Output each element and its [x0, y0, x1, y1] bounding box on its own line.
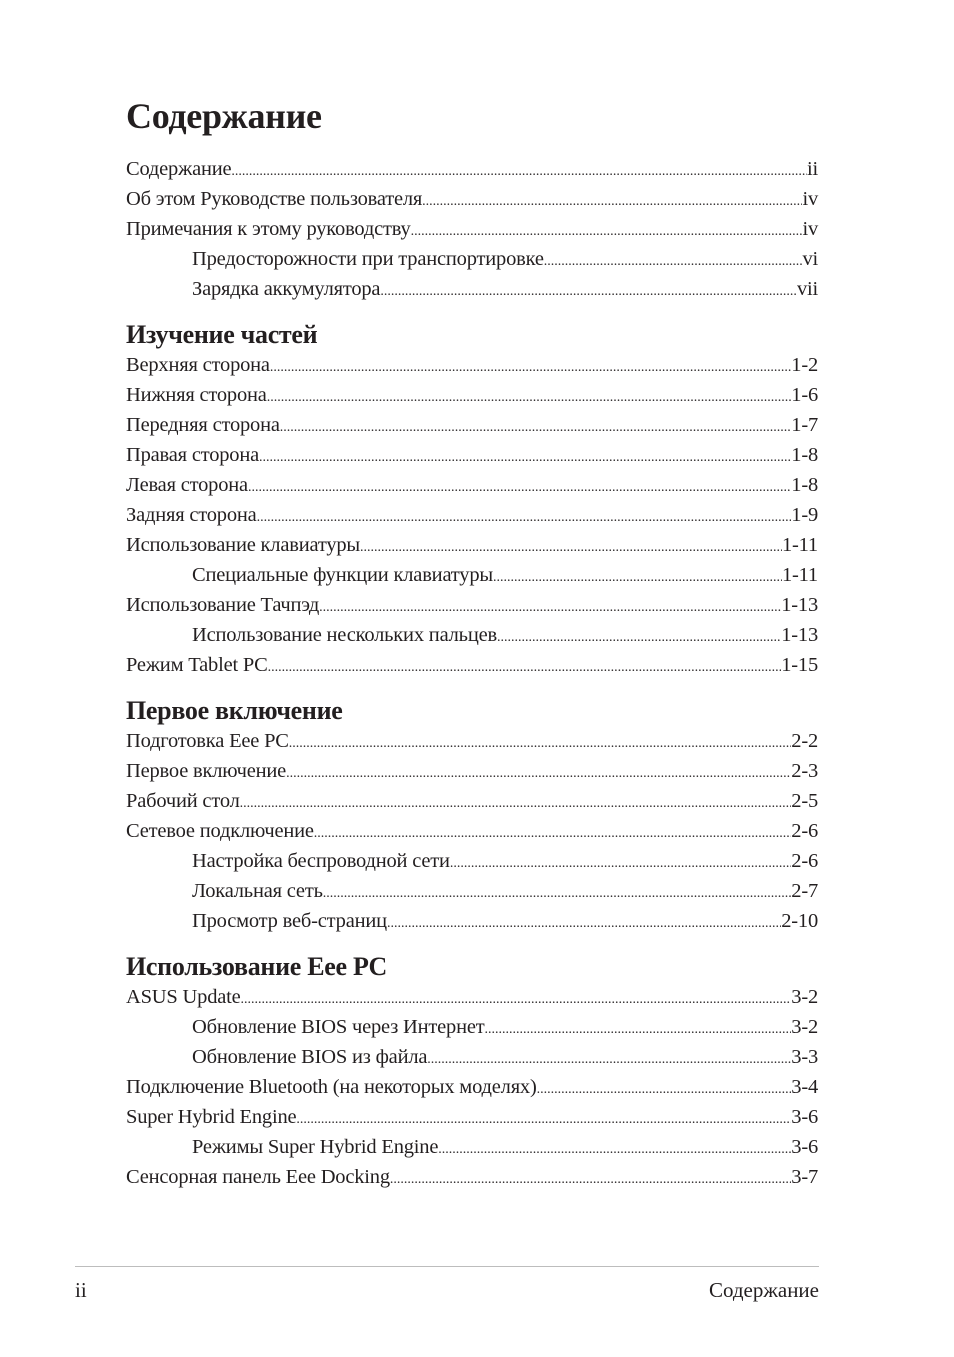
toc-entry[interactable]: [126, 1132, 818, 1162]
toc-entry-page: 1-11: [781, 564, 818, 586]
toc-entry-label: Настройка беспроводной сети: [192, 850, 450, 872]
toc-entry-page: 3-6: [791, 1136, 818, 1158]
section-heading: Первое включение: [126, 696, 343, 725]
toc-entry-label: Специальные функции клавиатуры: [192, 564, 493, 586]
toc-entry[interactable]: [126, 1072, 818, 1102]
toc-entry-label: Просмотр веб-страниц: [192, 910, 387, 932]
toc-entry[interactable]: [126, 726, 818, 756]
dot-leader: [422, 187, 802, 217]
toc-entry-label: Задняя сторона: [126, 504, 257, 526]
toc-entry-page: 3-7: [791, 1166, 818, 1188]
toc-entry-page: 1-8: [791, 444, 818, 466]
toc-entry-page: 3-3: [791, 1046, 818, 1068]
toc-entry-page: 3-4: [791, 1076, 818, 1098]
toc-entry[interactable]: [126, 1012, 818, 1042]
toc-entry[interactable]: [126, 786, 818, 816]
toc-entry[interactable]: [126, 184, 818, 214]
dot-leader: [380, 277, 797, 307]
toc-entry[interactable]: [126, 756, 818, 786]
toc-entry-page: iv: [802, 218, 818, 240]
section-heading: Использование Eee PC: [126, 952, 388, 981]
toc-entry-page: 1-11: [781, 534, 818, 556]
toc-entry[interactable]: [126, 244, 818, 274]
toc-entry-page: 1-9: [791, 504, 818, 526]
toc-entry-label: Локальная сеть: [192, 880, 323, 902]
toc-entry-label: Первое включение: [126, 760, 287, 782]
dot-leader: [268, 653, 782, 683]
toc-entry-page: 2-10: [781, 910, 818, 932]
toc-entry-label: Подключение Bluetooth (на некоторых моделях): [126, 1076, 537, 1098]
toc-entry[interactable]: [126, 982, 818, 1012]
footer-page-number: ii: [75, 1278, 87, 1302]
toc-entry[interactable]: [126, 500, 818, 530]
toc-entry[interactable]: [126, 876, 818, 906]
footer-divider: [75, 1266, 819, 1267]
footer-section-title: Содержание: [708, 1278, 819, 1302]
dot-leader: [485, 1015, 792, 1045]
dot-leader: [231, 157, 807, 187]
toc-entry-page: 2-7: [791, 880, 818, 902]
toc-entry-label: Сетевое подключение: [126, 820, 314, 842]
dot-leader: [537, 1075, 792, 1105]
toc-entry-label: Нижняя сторона: [126, 384, 267, 406]
section-heading: Изучение частей: [126, 320, 318, 349]
toc-entry-label: Передняя сторона: [126, 414, 280, 436]
dot-leader: [438, 1135, 791, 1165]
dot-leader: [289, 729, 791, 759]
dot-leader: [450, 849, 791, 879]
dot-leader: [259, 443, 791, 473]
toc-entry-label: Режимы Super Hybrid Engine: [192, 1136, 439, 1158]
toc-entry[interactable]: [126, 650, 818, 680]
toc-entry[interactable]: [126, 530, 818, 560]
toc-entry-label: Об этом Руководстве пользователя: [126, 188, 423, 210]
toc-entry[interactable]: [126, 560, 818, 590]
toc-entry-label: Зарядка аккумулятора: [192, 278, 381, 300]
dot-leader: [319, 593, 781, 623]
toc-entry-page: 2-6: [791, 820, 818, 842]
table-of-contents: [126, 154, 818, 1192]
dot-leader: [544, 247, 803, 277]
toc-entry-page: vi: [802, 248, 818, 270]
toc-entry-label: Режим Tablet PC: [126, 654, 268, 676]
dot-leader: [280, 413, 791, 443]
toc-entry-label: Правая сторона: [126, 444, 260, 466]
toc-entry[interactable]: [126, 440, 818, 470]
toc-entry[interactable]: [126, 274, 818, 304]
toc-entry-page: 2-6: [791, 850, 818, 872]
toc-entry[interactable]: [126, 214, 818, 244]
toc-entry-page: iv: [802, 188, 818, 210]
toc-entry-label: Использование клавиатуры: [126, 534, 361, 556]
toc-entry-page: 1-15: [781, 654, 818, 676]
toc-entry-label: Использование Тачпэд: [126, 594, 320, 616]
toc-entry[interactable]: [126, 470, 818, 500]
toc-entry-page: 3-6: [791, 1106, 818, 1128]
toc-entry[interactable]: [126, 816, 818, 846]
dot-leader: [270, 353, 791, 383]
toc-entry[interactable]: [126, 906, 818, 936]
dot-leader: [390, 1165, 791, 1195]
dot-leader: [257, 503, 792, 533]
dot-leader: [240, 789, 792, 819]
toc-entry-page: 1-6: [791, 384, 818, 406]
toc-entry[interactable]: [126, 590, 818, 620]
toc-entry-label: Обновление BIOS через Интернет: [192, 1016, 485, 1038]
toc-entry[interactable]: [126, 410, 818, 440]
toc-entry-label: Содержание: [126, 158, 232, 180]
toc-entry-label: Использование нескольких пальцев: [192, 624, 497, 646]
toc-entry-label: Сенсорная панель Eee Docking: [126, 1166, 390, 1188]
dot-leader: [267, 383, 792, 413]
dot-leader: [296, 1105, 791, 1135]
toc-entry-label: Левая сторона: [126, 474, 248, 496]
toc-entry-page: 1-13: [781, 594, 818, 616]
toc-entry-page: 2-5: [791, 790, 818, 812]
toc-entry-label: Super Hybrid Engine: [126, 1106, 297, 1128]
toc-entry-page: 1-7: [791, 414, 818, 436]
toc-entry-page: 1-8: [791, 474, 818, 496]
toc-entry-page: ii: [807, 158, 818, 180]
dot-leader: [248, 473, 791, 503]
dot-leader: [497, 623, 781, 653]
toc-entry[interactable]: [126, 1042, 818, 1072]
toc-entry[interactable]: [126, 620, 818, 650]
toc-entry[interactable]: [126, 1102, 818, 1132]
toc-entry[interactable]: [126, 846, 818, 876]
dot-leader: [314, 819, 791, 849]
toc-entry[interactable]: [126, 350, 818, 380]
toc-entry-label: Подготовка Eee PC: [126, 730, 289, 752]
toc-entry-page: 3-2: [791, 1016, 818, 1038]
dot-leader: [360, 533, 782, 563]
dot-leader: [241, 985, 792, 1015]
toc-entry-page: 1-2: [791, 354, 818, 376]
dot-leader: [387, 909, 781, 939]
toc-entry-page: 3-2: [791, 986, 818, 1008]
dot-leader: [286, 759, 791, 789]
dot-leader: [493, 563, 782, 593]
toc-entry[interactable]: [126, 1162, 818, 1192]
toc-entry-label: Верхняя сторона: [126, 354, 270, 376]
toc-entry-label: ASUS Update: [126, 986, 241, 1008]
toc-entry-page: 1-13: [781, 624, 818, 646]
page-title: Содержание: [126, 96, 322, 136]
toc-entry-page: 2-2: [791, 730, 818, 752]
toc-entry-page: vii: [796, 278, 818, 300]
dot-leader: [411, 217, 803, 247]
toc-entry-label: Примечания к этому руководству: [126, 218, 411, 240]
toc-entry[interactable]: [126, 154, 818, 184]
toc-entry-label: Предосторожности при транспортировке: [192, 248, 544, 270]
toc-entry-page: 2-3: [791, 760, 818, 782]
toc-entry-label: Рабочий стол: [126, 790, 240, 812]
dot-leader: [427, 1045, 791, 1075]
dot-leader: [323, 879, 792, 909]
toc-entry-label: Обновление BIOS из файла: [192, 1046, 428, 1068]
toc-entry[interactable]: [126, 380, 818, 410]
